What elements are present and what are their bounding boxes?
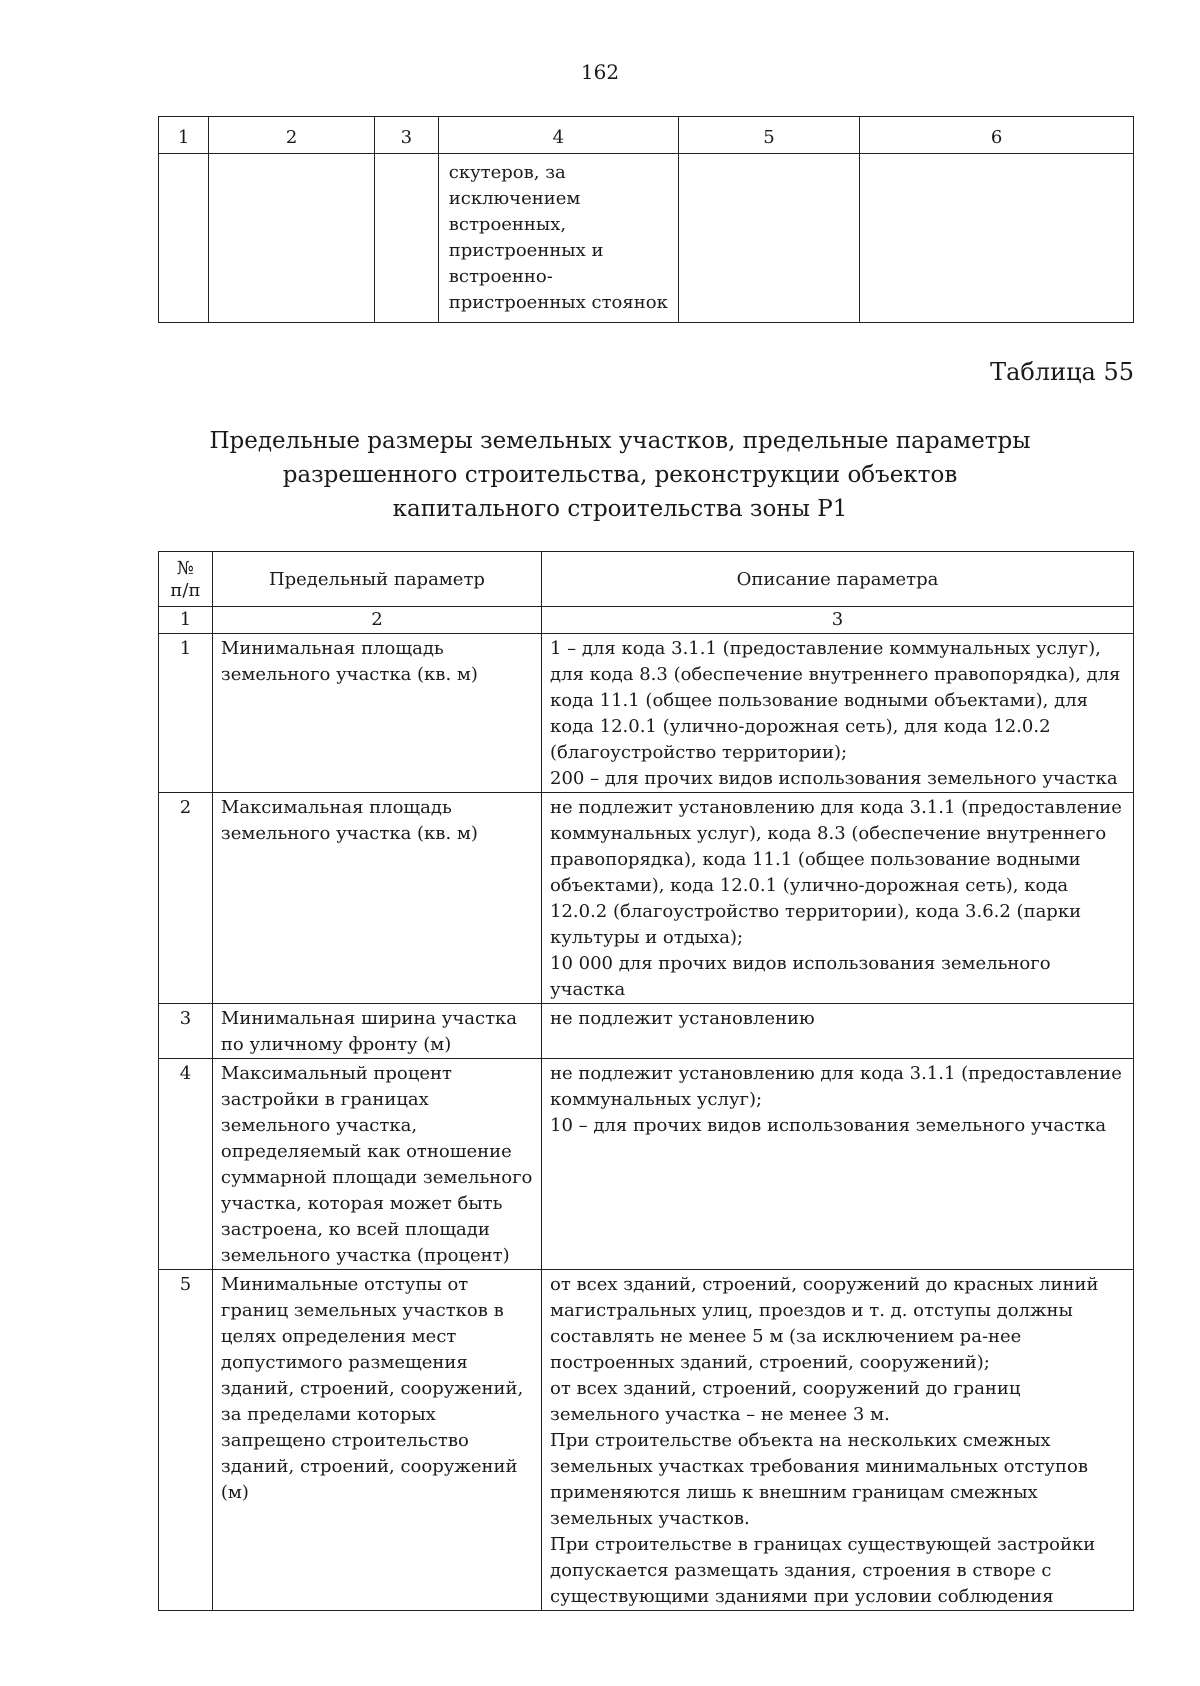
parameter-line: зданий, строений, сооружений <box>220 1456 518 1477</box>
description-line: коммунальных услуг); <box>550 1089 763 1110</box>
description-line: 10 000 для прочих видов использования земельного <box>550 953 1051 974</box>
description-line: построенных зданий, строений, сооружений); <box>550 1352 990 1373</box>
description-line: не подлежит установлению для кода 3.1.1 (предоставление <box>550 1063 1122 1084</box>
description-line: 10 – для прочих видов использования земельного участка <box>550 1115 1107 1136</box>
description-line: магистральных улиц, проездов и т. д. отступы должны <box>550 1300 1073 1321</box>
description-line: кода 11.1 (общее пользование водными объектами), для <box>550 690 1088 711</box>
header-row <box>159 552 1134 607</box>
description-line: от всех зданий, строений, сооружений до границ <box>550 1378 1021 1399</box>
parameter-line: Максимальный процент <box>220 1063 452 1084</box>
description-line: от всех зданий, строений, сооружений до красных линий <box>550 1274 1099 1295</box>
description-line: земельных участках требования минимальных отступов <box>550 1456 1088 1477</box>
table-row <box>159 634 1134 793</box>
description-line: 12.0.2 (благоустройство территории), кода 3.6.2 (парки <box>550 901 1082 922</box>
parameter-line: земельного участка, <box>220 1115 418 1136</box>
description-line: не подлежит установлению <box>550 1008 815 1029</box>
table-caption: Таблица 55 <box>990 358 1134 386</box>
table-cell <box>159 154 209 323</box>
parameter-cell <box>212 1059 541 1270</box>
text-line: скутеров, за <box>448 162 566 183</box>
header-cell: 6 <box>860 117 1134 154</box>
header-cell: 4 <box>438 117 678 154</box>
description-line: применяются лишь к внешним границам смежных <box>550 1482 1038 1503</box>
row-number-cell: 1 <box>159 634 213 793</box>
parameters-table <box>158 551 1134 1611</box>
header-cell: 1 <box>159 117 209 154</box>
parameter-line: (м) <box>220 1482 249 1503</box>
parameter-line: суммарной площади земельного <box>220 1167 533 1188</box>
header-cell: 5 <box>678 117 859 154</box>
header-num-cell <box>159 552 213 607</box>
table-cell <box>209 154 375 323</box>
text-line: пристроенных стоянок <box>448 292 668 313</box>
table-row <box>159 1270 1134 1611</box>
table-row <box>159 1059 1134 1270</box>
parameter-line: по уличному фронту (м) <box>220 1034 452 1055</box>
parameter-line: Минимальные отступы от <box>220 1274 469 1295</box>
continuation-text-cell <box>438 154 678 323</box>
description-line: не подлежит установлению для кода 3.1.1 (предоставление <box>550 797 1122 818</box>
description-line: При строительстве объекта на нескольких смежных <box>550 1430 1051 1451</box>
column-number-cell: 1 <box>159 607 213 634</box>
row-number-cell: 5 <box>159 1270 213 1611</box>
parameter-line: зданий, строений, сооружений, <box>220 1378 524 1399</box>
description-line: 200 – для прочих видов использования земельного участка <box>550 768 1118 789</box>
parameter-line: за пределами которых <box>220 1404 436 1425</box>
header-num-line: п/п <box>170 580 201 601</box>
header-cell: 2 <box>209 117 375 154</box>
title-line: разрешенного строительства, реконструкции объектов <box>282 462 958 488</box>
text-line: исключением <box>448 188 581 209</box>
table-row <box>159 793 1134 1004</box>
row-number-cell: 2 <box>159 793 213 1004</box>
description-line: культуры и отдыха); <box>550 927 744 948</box>
header-num-line: № <box>176 558 194 579</box>
header-cell: 3 <box>374 117 438 154</box>
description-line: При строительстве в границах существующей застройки <box>550 1534 1096 1555</box>
description-line: допускается размещать здания, строения в створе с <box>550 1560 1052 1581</box>
description-line: земельного участка – не менее 3 м. <box>550 1404 890 1425</box>
description-cell <box>542 1059 1134 1270</box>
parameter-line: Минимальная площадь <box>220 638 444 659</box>
parameter-line: застроена, ко всей площади <box>220 1219 490 1240</box>
table-cell <box>374 154 438 323</box>
table-title <box>180 424 1060 526</box>
description-line: правопорядка), кода 11.1 (общее пользование водными <box>550 849 1081 870</box>
table-body <box>159 634 1134 1611</box>
parameter-cell <box>212 793 541 1004</box>
parameter-line: Максимальная площадь <box>220 797 452 818</box>
text-line: встроенно- <box>448 266 553 287</box>
page-number: 162 <box>580 60 620 84</box>
parameter-cell <box>212 1004 541 1059</box>
header-desc-cell: Описание параметра <box>542 552 1134 607</box>
parameter-line: определяемый как отношение <box>220 1141 512 1162</box>
parameter-cell <box>212 1270 541 1611</box>
parameter-line: застройки в границах <box>220 1089 429 1110</box>
description-line: участка <box>550 979 626 1000</box>
text-line: встроенных, <box>448 214 567 235</box>
parameter-cell <box>212 634 541 793</box>
parameter-line: участка, которая может быть <box>220 1193 503 1214</box>
parameter-line: допустимого размещения <box>220 1352 468 1373</box>
column-number-cell: 3 <box>542 607 1134 634</box>
text-line: пристроенных и <box>448 240 604 261</box>
description-line: составлять не менее 5 м (за исключением ра-нее <box>550 1326 1022 1347</box>
description-cell <box>542 1004 1134 1059</box>
description-line: кода 12.0.1 (улично-дорожная сеть), для кода 12.0.2 <box>550 716 1051 737</box>
table-cell <box>860 154 1134 323</box>
header-param-cell: Предельный параметр <box>212 552 541 607</box>
parameter-line: границ земельных участков в <box>220 1300 504 1321</box>
description-cell <box>542 793 1134 1004</box>
row-number-cell: 3 <box>159 1004 213 1059</box>
description-cell <box>542 1270 1134 1611</box>
description-line: коммунальных услуг), кода 8.3 (обеспечение внутреннего <box>550 823 1107 844</box>
description-line: объектами), кода 12.0.1 (улично-дорожная сеть), кода <box>550 875 1069 896</box>
description-cell <box>542 634 1134 793</box>
title-line: капитального строительства зоны Р1 <box>392 496 848 522</box>
continuation-table <box>158 116 1134 323</box>
parameter-line: земельного участка (кв. м) <box>220 664 478 685</box>
row-number-cell: 4 <box>159 1059 213 1270</box>
parameter-line: земельного участка (кв. м) <box>220 823 478 844</box>
description-line: существующими зданиями при условии соблюдения <box>550 1586 1054 1607</box>
table-row <box>159 1004 1134 1059</box>
continuation-row <box>159 154 1134 323</box>
parameter-line: земельного участка (процент) <box>220 1245 510 1266</box>
description-line: для кода 8.3 (обеспечение внутреннего правопорядка), для <box>550 664 1121 685</box>
description-line: 1 – для кода 3.1.1 (предоставление коммунальных услуг), <box>550 638 1101 659</box>
column-number-row <box>159 607 1134 634</box>
parameter-line: целях определения мест <box>220 1326 457 1347</box>
continuation-header-row <box>159 117 1134 154</box>
parameter-line: запрещено строительство <box>220 1430 469 1451</box>
table-cell <box>678 154 859 323</box>
column-number-cell: 2 <box>212 607 541 634</box>
description-line: земельных участков. <box>550 1508 750 1529</box>
parameter-line: Минимальная ширина участка <box>220 1008 518 1029</box>
description-line: (благоустройство территории); <box>550 742 848 763</box>
title-line: Предельные размеры земельных участков, предельные параметры <box>209 428 1031 454</box>
